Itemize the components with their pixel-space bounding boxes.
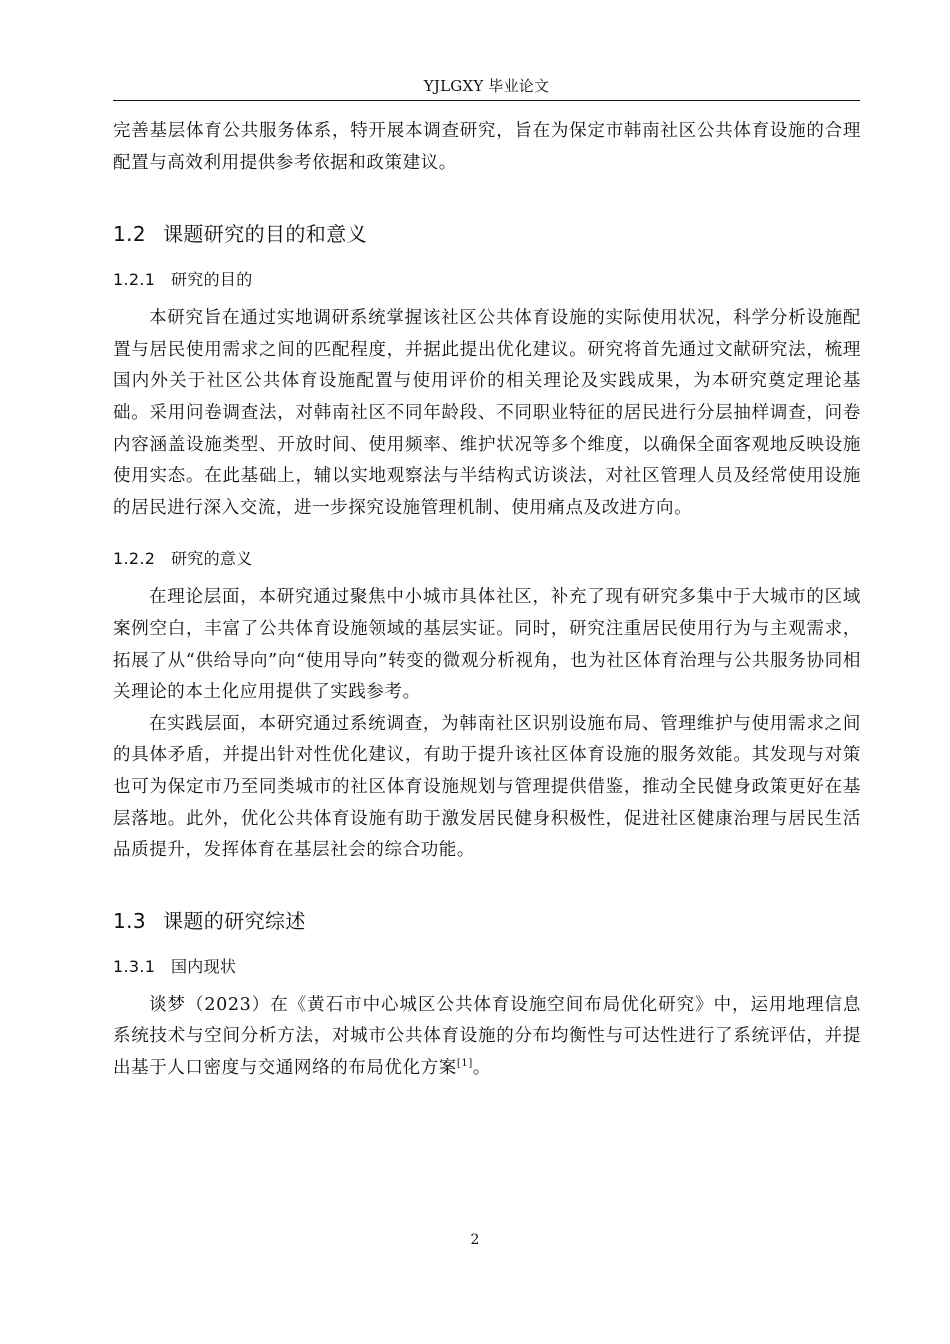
subsection-number: 1.3.1 (113, 956, 156, 976)
subsection-heading-1-2-1 (113, 268, 861, 292)
subsection-number: 1.2.2 (113, 549, 156, 569)
page-number: 2 (470, 1232, 480, 1248)
header-rule (113, 100, 860, 101)
body-paragraph: 在理论层面，本研究通过聚焦中小城市具体社区，补充了现有研究多集中于大城市的区域案例空白，丰富了公共体育设施领域的基层实证。同时，研究注重居民使用行为与主观需求，拓展了从“供给导向”向“使用导向”转变的微观分析视角，也为社区体育治理与公共服务协同相关理论的本土化应用提供了实践参考。 (113, 587, 861, 703)
running-header: YJLGXY 毕业论文 (423, 77, 550, 95)
paragraph-text: 谈梦（2023）在《黄石市中心城区公共体育设施空间布局优化研究》中，运用地理信息系统技术与空间分析方法，对城市公共体育设施的分布均衡性与可达性进行了系统评估，并提出基于人口密度与交通网络的布局优化方案 (113, 994, 861, 1078)
body-paragraph: 在实践层面，本研究通过系统调查，为韩南社区识别设施布局、管理维护与使用需求之间的具体矛盾，并提出针对性优化建议，有助于提升该社区体育设施的服务效能。其发现与对策也可为保定市乃至同类城市的社区体育设施规划与管理提供借鉴，推动全民健身政策更好在基层落地。此外，优化公共体育设施有助于激发居民健身积极性，促进社区健康治理与居民生活品质提升，发挥体育在基层社会的综合功能。 (113, 713, 861, 861)
subsection-heading-1-2-2 (113, 547, 861, 571)
citation-marker[interactable]: [1] (456, 1057, 473, 1069)
subsection-number: 1.2.1 (113, 270, 156, 290)
subsection-title: 研究的目的 (171, 270, 253, 290)
section-number: 1.3 (113, 908, 147, 933)
section-title: 课题的研究综述 (163, 908, 306, 933)
section-heading-1-3 (113, 907, 861, 935)
subsection-heading-1-3-1 (113, 955, 861, 979)
body-paragraph: 本研究旨在通过实地调研系统掌握该社区公共体育设施的实际使用状况，科学分析设施配置与居民使用需求之间的匹配程度，并据此提出优化建议。研究将首先通过文献研究法，梳理国内外关于社区公共体育设施配置与使用评价的相关理论及实践成果，为本研究奠定理论基础。采用问卷调查法，对韩南社区不同年龄段、不同职业特征的居民进行分层抽样调查，问卷内容涵盖设施类型、开放时间、使用频率、维护状况等多个维度，以确保全面客观地反映设施使用实态。在此基础上，辅以实地观察法与半结构式访谈法，对社区管理人员及经常使用设施的居民进行深入交流，进一步探究设施管理机制、使用痛点及改进方向。 (113, 308, 861, 518)
section-number: 1.2 (113, 222, 147, 247)
subsection-title: 研究的意义 (171, 549, 253, 569)
subsection-title: 国内现状 (171, 956, 237, 976)
continuation-paragraph: 完善基层体育公共服务体系，特开展本调查研究，旨在为保定市韩南社区公共体育设施的合理配置与高效利用提供参考依据和政策建议。 (113, 121, 861, 173)
section-title: 课题研究的目的和意义 (163, 222, 367, 247)
body-paragraph (113, 990, 861, 1085)
section-heading-1-2 (113, 220, 861, 248)
page-content (113, 116, 861, 1084)
paragraph-end: 。 (472, 1057, 491, 1078)
